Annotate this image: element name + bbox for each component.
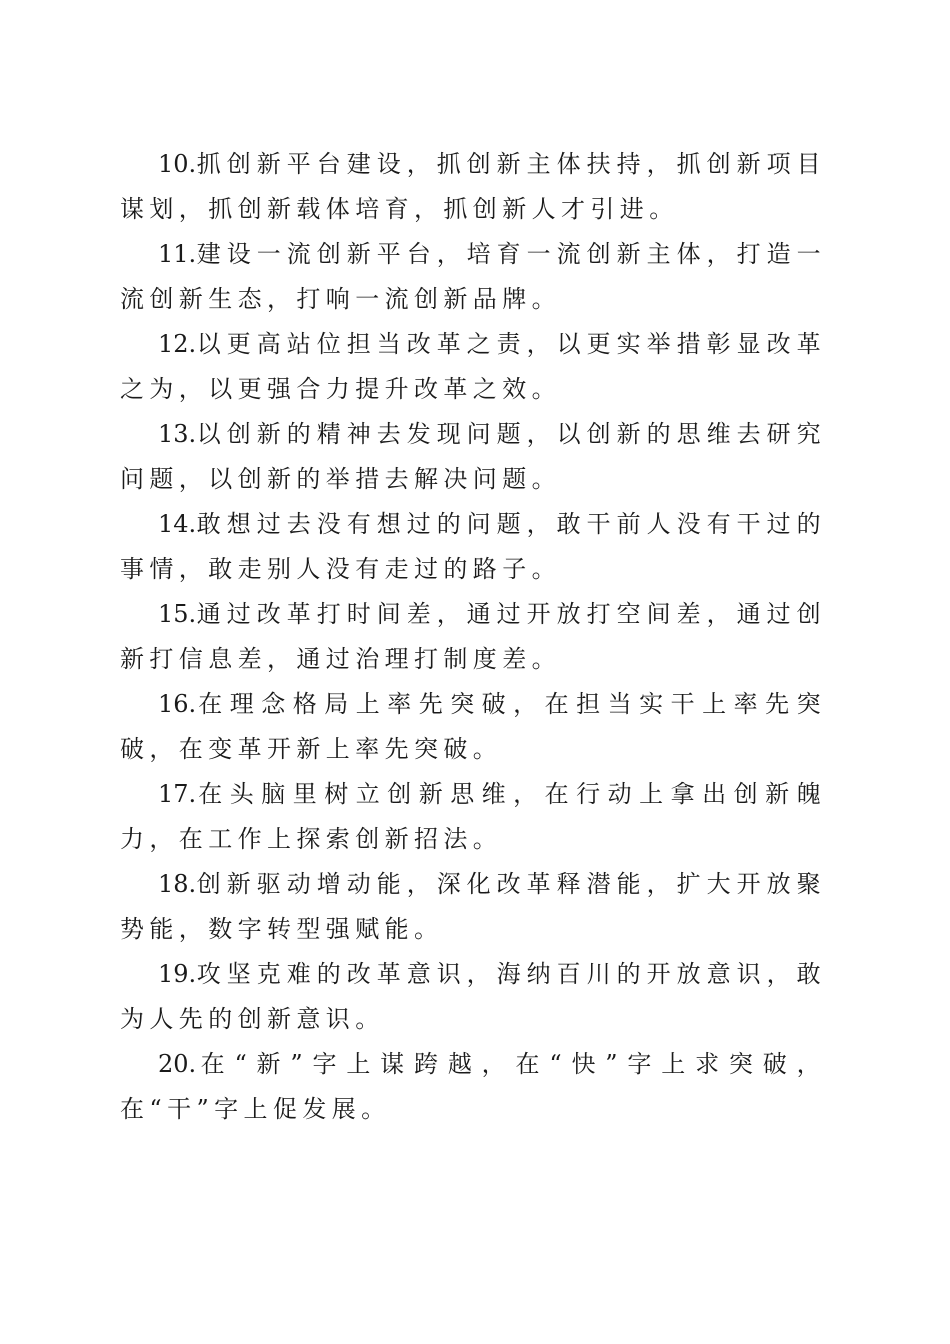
list-item [120, 682, 826, 772]
item-text: 在头脑里树立创新思维，在行动上拿出创新魄力，在工作上探索创新招法。 [120, 780, 826, 853]
item-number: 13. [158, 420, 197, 448]
item-text: 创新驱动增动能，深化改革释潜能，扩大开放聚势能，数字转型强赋能。 [120, 870, 826, 943]
item-number: 11. [158, 240, 197, 268]
item-text: 敢想过去没有想过的问题，敢干前人没有干过的事情，敢走别人没有走过的路子。 [120, 510, 826, 583]
item-text: 在理念格局上率先突破，在担当实干上率先突破，在变革开新上率先突破。 [120, 690, 826, 763]
list-item [120, 412, 826, 502]
list-item [120, 592, 826, 682]
item-text: 在“新”字上谋跨越，在“快”字上求突破，在“干”字上促发展。 [120, 1050, 826, 1123]
item-number: 15. [158, 600, 197, 628]
list-item [120, 232, 826, 322]
item-number: 12. [158, 330, 197, 358]
list-item [120, 952, 826, 1042]
item-text: 以更高站位担当改革之责，以更实举措彰显改革之为，以更强合力提升改革之效。 [120, 330, 826, 403]
list-item [120, 862, 826, 952]
item-text: 抓创新平台建设，抓创新主体扶持，抓创新项目谋划，抓创新载体培育，抓创新人才引进。 [120, 150, 826, 223]
item-text: 攻坚克难的改革意识，海纳百川的开放意识，敢为人先的创新意识。 [120, 960, 826, 1033]
item-number: 18. [158, 870, 197, 898]
list-item [120, 322, 826, 412]
list-item [120, 142, 826, 232]
item-text: 建设一流创新平台，培育一流创新主体，打造一流创新生态，打响一流创新品牌。 [120, 240, 826, 313]
item-text: 通过改革打时间差，通过开放打空间差，通过创新打信息差，通过治理打制度差。 [120, 600, 826, 673]
item-number: 17. [158, 780, 197, 808]
list-item [120, 502, 826, 592]
list-item [120, 1042, 826, 1132]
item-number: 20. [158, 1050, 197, 1078]
item-number: 14. [158, 510, 197, 538]
item-number: 16. [158, 690, 197, 718]
document-body [120, 142, 826, 1132]
item-text: 以创新的精神去发现问题，以创新的思维去研究问题，以创新的举措去解决问题。 [120, 420, 826, 493]
item-number: 10. [158, 150, 197, 178]
item-number: 19. [158, 960, 197, 988]
list-item [120, 772, 826, 862]
